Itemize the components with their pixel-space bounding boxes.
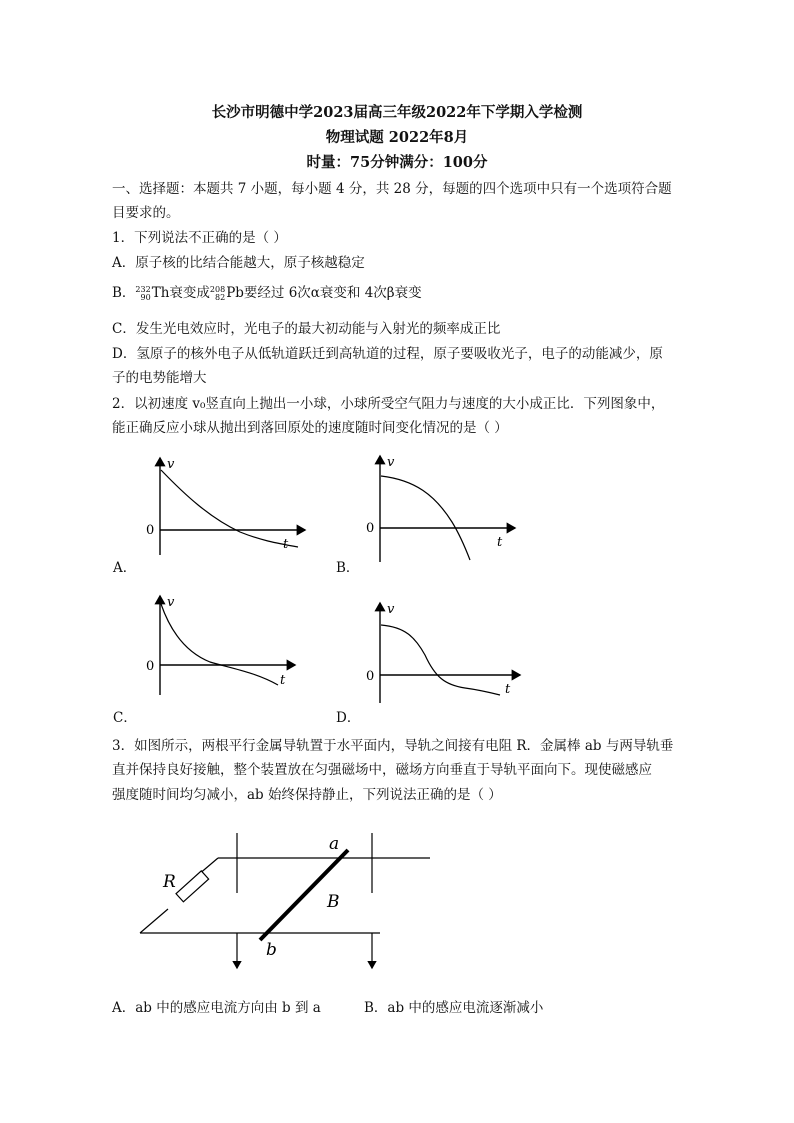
field-b-label: B [327, 892, 340, 912]
graph-c-label: C． [113, 710, 137, 726]
th-nuclide-numbers [135, 286, 150, 302]
resistor-label: R [163, 872, 176, 892]
graph-b-v-label: v [387, 455, 395, 470]
exam-subtitle: 物理试题 2022年8月 [325, 129, 469, 146]
q1-option-b-suffix: 要经过 6次α衰变和 4次β衰变 [243, 285, 422, 301]
q2-stem-line2: 能正确反应小球从抛出到落回原处的速度随时间变化情况的是（ ） [112, 420, 508, 436]
q1-option-b-mid: 衰变成 [169, 285, 210, 301]
q3-stem-line3: 强度随时间均匀减小，ab 始终保持静止，下列说法正确的是（ ） [112, 787, 502, 803]
section-intro-line1: 一、选择题：本题共 7 小题，每小题 4 分，共 28 分，每题的四个选项中只有一个选项符合题 [112, 181, 672, 197]
pb-nuclide-numbers [210, 286, 225, 302]
exam-title: 长沙市明德中学2023届高三年级2022年下学期入学检测 [211, 104, 583, 121]
graph-a-t-label: t [283, 537, 289, 552]
q1-option-b-prefix: B． [112, 285, 136, 301]
graph-a-label: A． [113, 560, 137, 576]
graph-b-label: B． [336, 560, 360, 576]
graph-b-t-label: t [497, 535, 503, 550]
section-intro-line2: 目要求的。 [112, 205, 180, 221]
graph-c-zero-label: 0 [146, 659, 155, 674]
graph-c-v-label: v [167, 595, 175, 610]
graph-c-t-label: t [280, 673, 286, 688]
graph-a-curve [161, 470, 298, 547]
resistor [176, 871, 209, 902]
graph-b-curve [381, 476, 470, 560]
pb-mass-number: 208 [209, 284, 226, 294]
graph-d-curve [381, 625, 500, 695]
q1-option-d-line1: D．氢原子的核外电子从低轨道跃迁到高轨道的过程，原子要吸收光子，电子的动能减少，原 [112, 346, 663, 362]
th-mass-number: 232 [135, 284, 151, 294]
graph-d-t-label: t [505, 682, 511, 697]
exam-time-score: 时量：75分钟满分：100分 [306, 154, 488, 171]
q1-option-b [112, 281, 422, 302]
graph-a-v-label: v [167, 457, 175, 472]
pb-symbol: Pb [226, 285, 244, 301]
q2-stem-line1: 2．以初速度 v₀竖直向上抛出一小球，小球所受空气阻力与速度的大小成正比．下列图象中， [112, 396, 665, 412]
graph-d [360, 597, 530, 707]
graph-c-curve [161, 604, 278, 685]
q3-stem-line2: 直并保持良好接触，整个装置放在匀强磁场中，磁场方向垂直于导轨平面向下。现使磁感应 [112, 762, 652, 778]
resistor-lead-bottom [140, 909, 168, 933]
rod-end-a-label: a [329, 834, 340, 854]
graph-a [140, 450, 310, 560]
q3-option-b: B．ab 中的感应电流逐渐减小 [364, 1000, 544, 1016]
q1-option-d-line2: 子的电势能增大 [112, 370, 207, 386]
q3-option-a: A．ab 中的感应电流方向由 b 到 a [112, 1000, 321, 1016]
th-symbol: Th [151, 285, 170, 301]
rail-circuit-figure [130, 825, 440, 975]
graph-d-zero-label: 0 [366, 669, 375, 684]
q1-option-c: C．发生光电效应时，光电子的最大初动能与入射光的频率成正比 [112, 321, 501, 337]
q1-option-a: A．原子核的比结合能越大，原子核越稳定 [112, 255, 365, 271]
graph-b [360, 450, 530, 565]
q3-stem-line1: 3．如图所示，两根平行金属导轨置于水平面内，导轨之间接有电阻 R．金属棒 ab 与两导轨垂 [112, 738, 674, 754]
rod-end-b-label: b [266, 940, 277, 960]
th-charge-number: 90 [140, 292, 151, 302]
q1-stem: 1．下列说法不正确的是（ ） [112, 230, 287, 246]
pb-charge-number: 82 [215, 292, 226, 302]
graph-d-label: D． [336, 710, 361, 726]
graph-a-zero-label: 0 [146, 523, 155, 538]
graph-d-v-label: v [387, 602, 395, 617]
graph-b-zero-label: 0 [366, 521, 375, 536]
graph-c [140, 590, 310, 700]
